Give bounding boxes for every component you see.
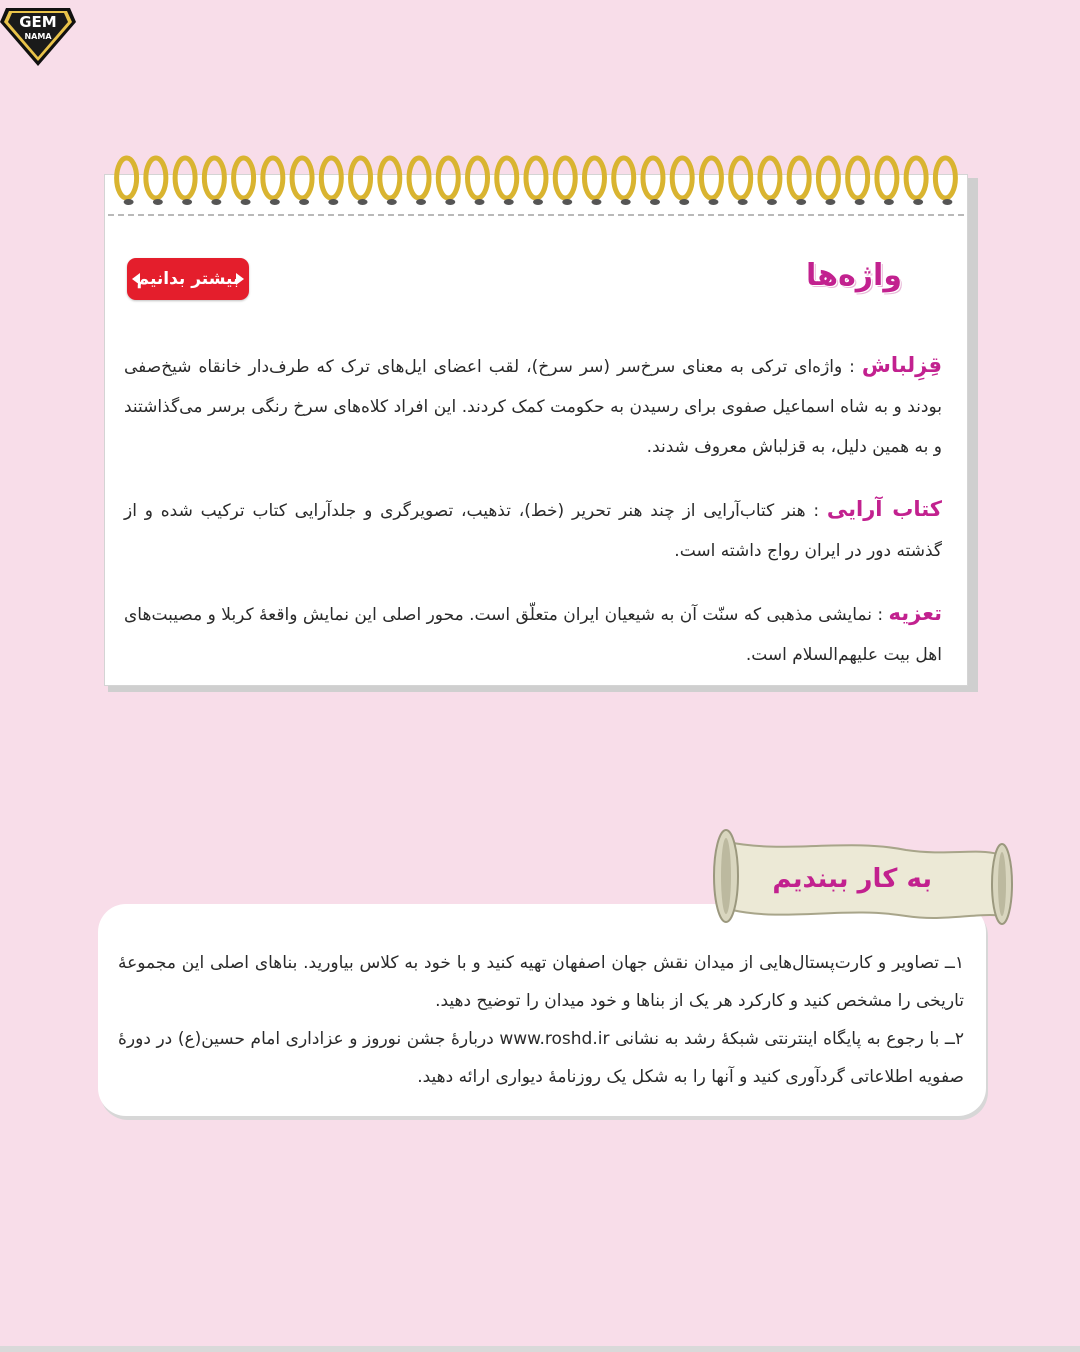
term-separator: : [842,357,862,377]
notebook-perforation [108,214,964,216]
glossary-entry-book-illumination [124,489,942,571]
spiral-ring [760,158,780,205]
term: تعزیه [888,601,942,625]
spiral-ring [731,158,751,205]
spiral-ring [292,158,312,205]
spiral-ring [818,158,838,205]
spiral-ring [468,158,488,205]
term: قِزِلباش [861,353,942,377]
definition: هنر کتاب‌آرایی از چند هنر تحریر (خط)، تذهیب، تصویرگری و جلدآرایی کتاب ترکیب شده و از گذشته دور در ایران رواج داشته است. [124,501,942,561]
spiral-ring [351,158,371,205]
spiral-ring [584,158,604,205]
logo-top-text: GEM [19,13,57,31]
term-separator: : [805,501,827,521]
spiral-ring [906,158,926,205]
spiral-binding [112,152,960,210]
definition: نمایشی مذهبی که سنّت آن به شیعیان ایران متعلّق است. محور اصلی این نمایش واقعهٔ کربلا و مصیبت‌های اهل بیت علیهم‌السلام است. [124,605,942,665]
spiral-ring [117,158,137,205]
spiral-ring [614,158,634,205]
spiral-ring [672,158,692,205]
spiral-ring [497,158,517,205]
term: کتاب آرایی [826,497,942,521]
spiral-ring [935,158,955,205]
spiral-ring [701,158,721,205]
spiral-ring [555,158,575,205]
activity-title: به کار ببندیم [772,864,932,894]
glossary-title: واژه‌ها [806,258,902,293]
spiral-ring [438,158,458,205]
badge-right-arrow-icon [236,273,244,285]
gem-nama-logo [0,0,76,66]
definition: واژه‌ای ترکی به معنای سرخ‌سر (سر سرخ)، لقب اعضای ایل‌های ترک که طرف‌دار خانقاه شیخ‌صفی بودند و به شاه اسماعیل صفوی برای رسیدن به حکومت کمک کردند. این افراد کلاه‌های سرخ رنگی برسر می‌گذاشتند و به همین دلیل، به قزلباش معروف شدند. [124,357,942,457]
activity-item: ۱ــ تصاویر و کارت‌پستال‌هایی از میدان نقش جهان اصفهان تهیه کنید و با خود به کلاس بیاورید. بناهای اصلی این مجموعهٔ تاریخی را مشخص کنید و کارکرد هر یک از بناها و خود میدان را توضیح دهید. [118,953,964,1011]
badge-label: بیشتر بدانیم [136,269,240,289]
badge-left-arrow-icon [132,273,140,285]
spiral-ring [204,158,224,205]
spiral-ring [321,158,341,205]
glossary-entries [124,345,942,697]
activity-items [118,944,964,1096]
spiral-ring [409,158,429,205]
spiral-ring [643,158,663,205]
more-to-know-badge [127,258,249,300]
spiral-ring [526,158,546,205]
spiral-ring [789,158,809,205]
logo-bottom-text: NAMA [24,32,52,41]
spiral-ring [175,158,195,205]
glossary-entry-qizilbash [124,345,942,467]
spiral-ring [234,158,254,205]
spiral-ring [146,158,166,205]
spiral-ring [848,158,868,205]
bottom-bar [0,1346,1080,1352]
term-separator: : [871,605,889,625]
spiral-ring [380,158,400,205]
spiral-ring [877,158,897,205]
activity-item: ۲ــ با رجوع به پایگاه اینترنتی شبکهٔ رشد به نشانی www.roshd.ir دربارهٔ جشن نوروز و عزاداری امام حسین(ع) در دورهٔ صفویه اطلاعاتی گردآوری کنید و آنها را به شکل یک روزنامهٔ دیواری ارائه دهید. [118,1029,965,1087]
glossary-entry-tazieh [124,593,942,675]
spiral-ring [263,158,283,205]
